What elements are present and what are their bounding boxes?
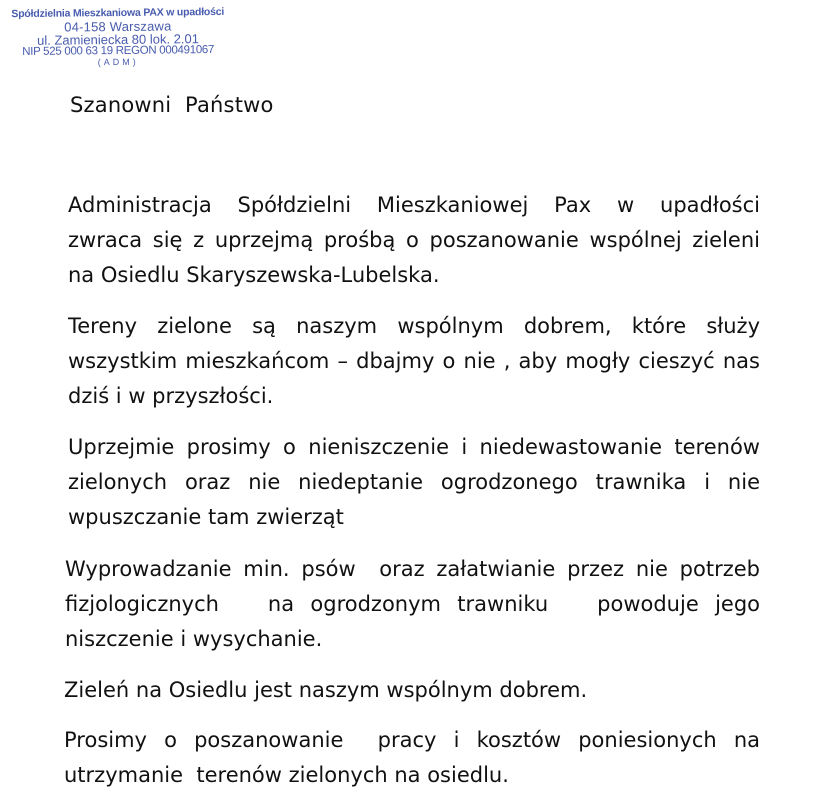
letter-greeting: Szanowni Państwo	[70, 93, 274, 117]
paragraph-line: niszczenie i wysychanie.	[65, 627, 323, 651]
paragraph-line: Uprzejmie prosimy o nieniszczenie i niedewastowanie terenów	[68, 435, 760, 459]
paragraph-line: na Osiedlu Skaryszewska-Lubelska.	[68, 263, 440, 287]
paragraph-line: zwraca się z uprzejmą prośbą o poszanowanie wspólnej zieleni	[68, 228, 760, 252]
paragraph-line: Wyprowadzanie min. psów oraz załatwianie przez nie potrzeb	[65, 557, 760, 581]
paragraph-administration-request	[68, 188, 760, 293]
stamp-postal-city: 04-158 Warszawa	[64, 17, 172, 35]
paragraph-line: fizjologicznych na ogrodzonym trawniku powoduje jego	[65, 592, 760, 616]
paragraph-line: Prosimy o poszanowanie pracy i kosztów poniesionych na	[64, 728, 760, 752]
paragraph-line: Administracja Spółdzielni Mieszkaniowej Pax w upadłości	[68, 193, 760, 217]
stamp-department: (ADM)	[97, 56, 139, 68]
paragraph-line: Zieleń na Osiedlu jest naszym wspólnym dobrem.	[64, 678, 588, 702]
paragraph-line: wszystkim mieszkańcom – dbajmy o nie , aby mogły cieszyć nas	[68, 349, 760, 373]
paragraph-dogs	[65, 552, 760, 657]
company-stamp	[6, 7, 231, 68]
paragraph-line: wpuszczanie tam zwierząt	[68, 505, 344, 529]
paragraph-respect-work	[64, 723, 760, 793]
paragraph-line: Tereny zielone są naszym wspólnym dobrem, które służy	[68, 314, 760, 338]
stamp-company-name: Spółdzielnia Mieszkaniowa PAX w upadłości	[11, 5, 225, 21]
paragraph-common-good	[68, 309, 760, 414]
paragraph-line: zielonych oraz nie niedeptanie ogrodzonego trawnika i nie	[68, 470, 760, 494]
paragraph-line: dziś i w przyszłości.	[68, 384, 274, 408]
paragraph-line: utrzymanie terenów zielonych na osiedlu.	[64, 763, 509, 787]
paragraph-no-damage	[68, 430, 760, 535]
stamp-street-address: ul. Zamieniecka 80 lok. 2.01	[37, 30, 200, 48]
stamp-tax-ids: NIP 525 000 63 19 REGON 000491067	[22, 43, 215, 58]
paragraph-greenery-common-good	[64, 673, 756, 708]
